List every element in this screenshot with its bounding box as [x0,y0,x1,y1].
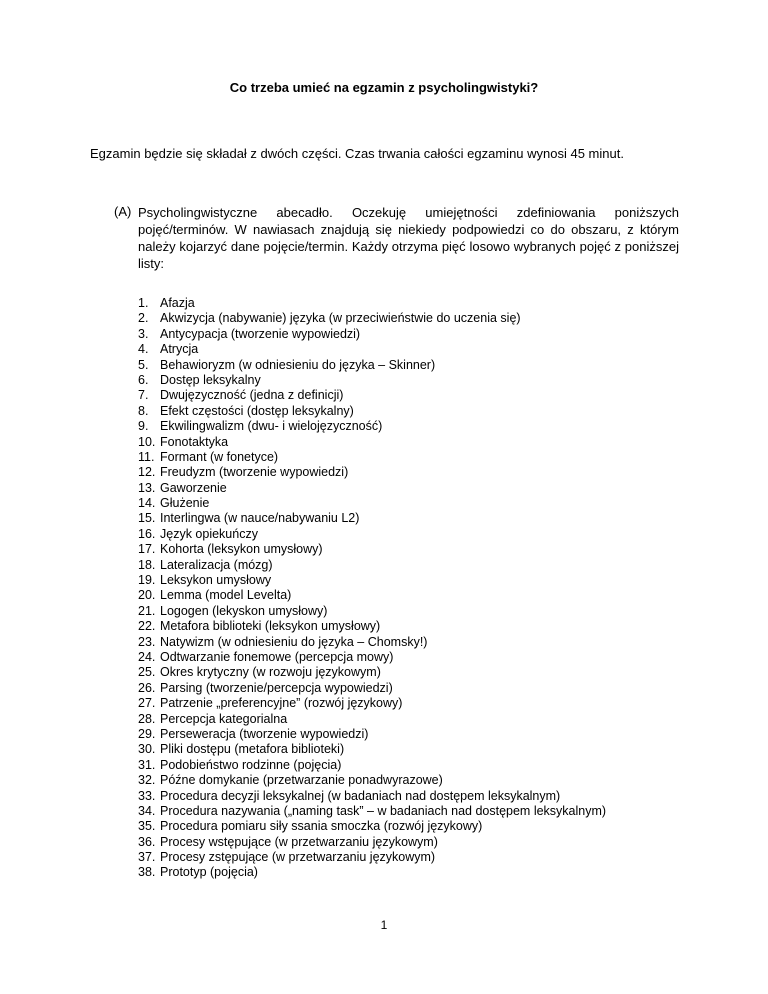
list-item-number: 28. [138,711,156,726]
list-item-number: 15. [138,511,156,526]
list-item-text: Leksykon umysłowy [160,573,272,588]
list-item-number: 13. [138,480,156,495]
section-a-text: Psycholingwistyczne abecadło. Oczekuję umiejętności zdefiniowania poniższych pojęć/terminów. W nawiasach znajdują się niekiedy podpowiedzi co do obszaru, z którym należy kojarzyć dane pojęcie/termin. Każdy otrzyma pięć losowo wybranych pojęć z poniższej listy: [138,205,679,271]
page-number: 1 [380,918,388,932]
list-item [138,481,698,496]
list-item-number: 27. [138,696,156,711]
list-item-number: 23. [138,634,156,649]
list-item-text: Prototyp (pojęcia) [160,865,258,880]
list-item [138,358,698,373]
section-a [114,204,679,272]
list-item-text: Głużenie [160,496,210,511]
list-item-text: Perseweracja (tworzenie wypowiedzi) [160,726,369,741]
list-item-number: 3. [138,326,149,341]
list-item-text: Percepcja kategorialna [160,711,288,726]
list-item-number: 33. [138,788,156,803]
list-item-number: 7. [138,388,149,403]
list-item-text: Pliki dostępu (metafora biblioteki) [160,742,345,757]
list-item [138,773,698,788]
list-item [138,650,698,665]
list-item-number: 12. [138,465,156,480]
list-item-number: 25. [138,665,156,680]
list-item [138,435,698,450]
list-item [138,542,698,557]
list-item-number: 2. [138,311,149,326]
list-item-text: Formant (w fonetyce) [160,449,279,464]
list-item-number: 17. [138,542,156,557]
list-item-number: 9. [138,419,149,434]
list-item [138,327,698,342]
list-item [138,619,698,634]
list-item-text: Lateralizacja (mózg) [160,557,273,572]
list-item [138,712,698,727]
list-item-text: Procesy wstępujące (w przetwarzaniu językowym) [160,834,438,849]
list-item-text: Kohorta (leksykon umysłowy) [160,542,323,557]
list-item [138,342,698,357]
list-item-text: Fonotaktyka [160,434,229,449]
list-item-text: Lemma (model Levelta) [160,588,292,603]
list-item-number: 37. [138,850,156,865]
list-item-number: 24. [138,649,156,664]
list-item [138,419,698,434]
list-item [138,373,698,388]
list-item-text: Okres krytyczny (w rozwoju językowym) [160,665,381,680]
term-list [138,296,698,881]
list-item-text: Procedura nazywania („naming task” – w badaniach nad dostępem leksykalnym) [160,803,607,818]
list-item-number: 11. [138,449,155,464]
list-item-text: Behawioryzm (w odniesieniu do języka – Skinner) [160,357,436,372]
intro-paragraph: Egzamin będzie się składał z dwóch części. Czas trwania całości egzaminu wynosi 45 minut. [90,146,624,161]
list-item-number: 8. [138,403,149,418]
list-item [138,588,698,603]
list-item-text: Afazja [160,296,195,310]
list-item [138,604,698,619]
list-item-number: 4. [138,342,149,357]
list-item [138,496,698,511]
list-item-number: 26. [138,680,156,695]
list-item [138,465,698,480]
list-item [138,865,698,880]
list-item-text: Logogen (lekyskon umysłowy) [160,603,328,618]
list-item-text: Freudyzm (tworzenie wypowiedzi) [160,465,349,480]
list-item [138,527,698,542]
list-item-text: Antycypacja (tworzenie wypowiedzi) [160,326,361,341]
list-item-text: Efekt częstości (dostęp leksykalny) [160,403,354,418]
list-item [138,635,698,650]
list-item [138,665,698,680]
list-item-number: 1. [138,296,149,310]
list-item-text: Gaworzenie [160,480,227,495]
list-item [138,511,698,526]
list-item [138,311,698,326]
list-item [138,742,698,757]
list-item [138,404,698,419]
list-item [138,819,698,834]
list-item-number: 18. [138,557,156,572]
list-item-number: 5. [138,357,149,372]
list-item-text: Odtwarzanie fonemowe (percepcja mowy) [160,649,394,664]
list-item [138,835,698,850]
list-item [138,758,698,773]
list-item-number: 29. [138,726,156,741]
list-item [138,850,698,865]
list-item-number: 32. [138,773,156,788]
list-item [138,573,698,588]
list-item-number: 6. [138,372,149,387]
list-item-text: Metafora biblioteki (leksykon umysłowy) [160,619,381,634]
list-item-number: 36. [138,834,156,849]
list-item-text: Ekwilingwalizm (dwu- i wielojęzyczność) [160,419,383,434]
list-item-number: 38. [138,865,156,880]
list-item-text: Procedura decyzji leksykalnej (w badaniach nad dostępem leksykalnym) [160,788,561,803]
list-item-number: 30. [138,742,156,757]
list-item-text: Natywizm (w odniesieniu do języka – Chomsky!) [160,634,428,649]
list-item [138,296,698,311]
list-item [138,804,698,819]
list-item-number: 20. [138,588,156,603]
list-item-number: 10. [138,434,156,449]
list-item-text: Język opiekuńczy [160,526,258,541]
list-item [138,681,698,696]
list-item-number: 14. [138,496,156,511]
list-item-number: 31. [138,757,156,772]
list-item [138,789,698,804]
list-item-text: Akwizycja (nabywanie) języka (w przeciwieństwie do uczenia się) [160,311,521,326]
list-item [138,727,698,742]
list-item-number: 34. [138,803,156,818]
list-item [138,388,698,403]
list-item [138,450,698,465]
list-item-text: Patrzenie „preferencyjne” (rozwój językowy) [160,696,403,711]
list-item-number: 21. [138,603,156,618]
document-title: Co trzeba umieć na egzamin z psycholingwistyki? [229,80,539,95]
list-item-text: Podobieństwo rodzinne (pojęcia) [160,757,342,772]
list-item-text: Interlingwa (w nauce/nabywaniu L2) [160,511,360,526]
list-item-text: Dwujęzyczność (jedna z definicji) [160,388,344,403]
list-item-number: 35. [138,819,156,834]
list-item-number: 19. [138,573,156,588]
list-item-number: 22. [138,619,156,634]
list-item-text: Procesy zstępujące (w przetwarzaniu językowym) [160,850,436,865]
list-item-text: Parsing (tworzenie/percepcja wypowiedzi) [160,680,393,695]
list-item [138,696,698,711]
list-item-text: Procedura pomiaru siły ssania smoczka (rozwój językowy) [160,819,483,834]
list-item [138,558,698,573]
list-item-text: Dostęp leksykalny [160,372,261,387]
list-item-number: 16. [138,526,156,541]
section-a-marker: (A) [114,204,132,219]
list-item-text: Atrycja [160,342,199,357]
list-item-text: Późne domykanie (przetwarzanie ponadwyrazowe) [160,773,443,788]
